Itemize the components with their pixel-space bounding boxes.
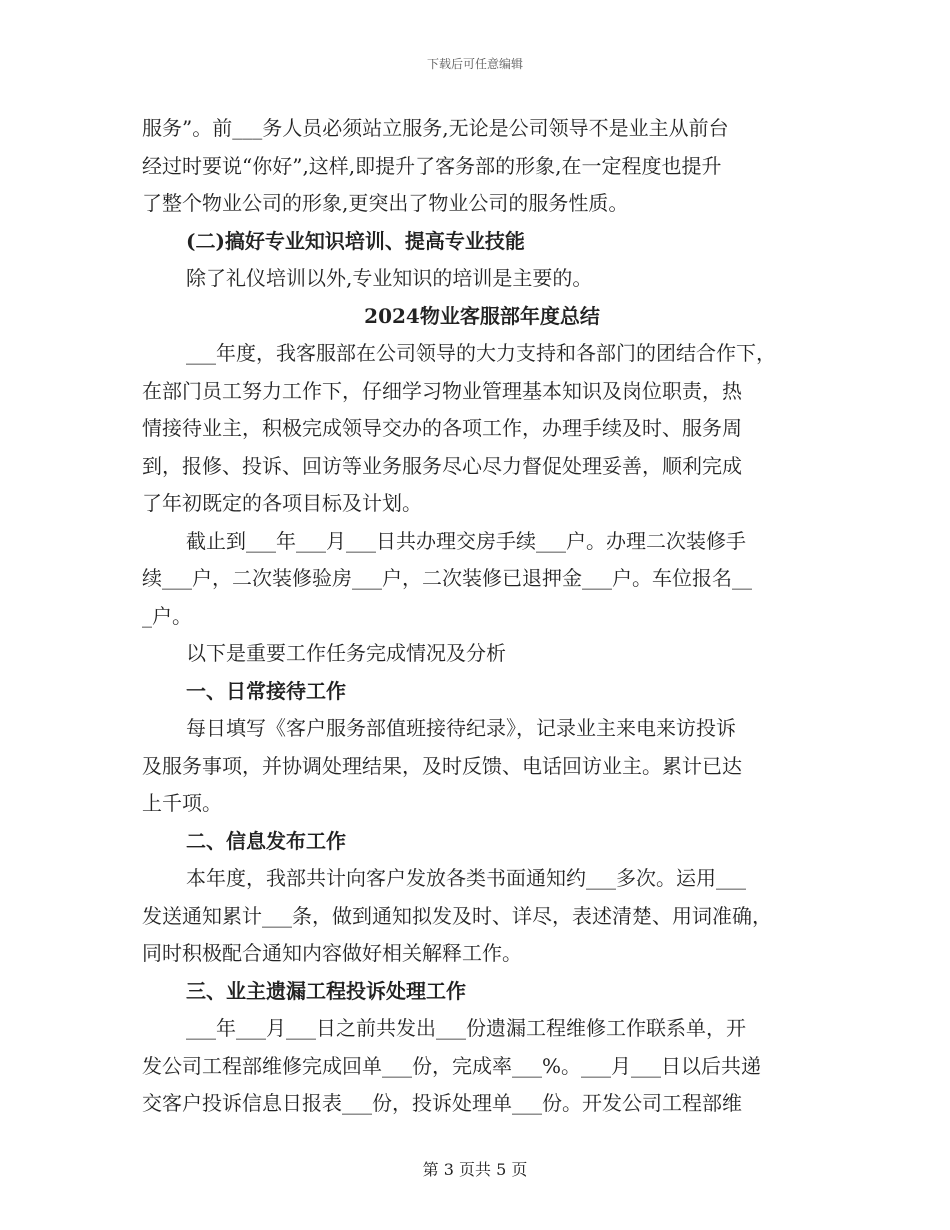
text-line: 交客户投诉信息日报表___份，投诉处理单___份。开发公司工程部维 bbox=[142, 1091, 742, 1115]
text-line: 经过时要说“你好”,这样,即提升了客务部的形象,在一定程度也提升 bbox=[142, 153, 722, 178]
text-line: 情接待业主，积极完成领导交办的各项工作，办理手续及时、服务周 bbox=[142, 416, 742, 440]
text-line: 了整个物业公司的形象,更突出了物业公司的服务性质。 bbox=[142, 191, 629, 215]
text-line: 续___户，二次装修验房___户，二次装修已退押金___户。车位报名__ bbox=[142, 566, 752, 590]
text-line: 发公司工程部维修完成回单___份，完成率___%。___月___日以后共递 bbox=[142, 1053, 762, 1078]
section-heading: (二)搞好专业知识培训、提高专业技能 bbox=[186, 228, 525, 253]
text-line: 及服务事项，并协调处理结果，及时反馈、电话回访业主。累计已达 bbox=[142, 753, 742, 778]
section-heading: 三、业主遗漏工程投诉处理工作 bbox=[186, 978, 466, 1003]
text-line: 服务”。前___务人员必须站立服务,无论是公司领导不是业主从前台 bbox=[142, 116, 729, 140]
text-line: ___年___月___日之前共发出___份遗漏工程维修工作联系单，开 bbox=[186, 1016, 746, 1040]
text-line: 本年度，我部共计向客户发放各类书面通知约___多次。运用___ bbox=[186, 866, 746, 890]
text-line: 到，报修、投诉、回访等业务服务尽心尽力督促处理妥善，顺利完成 bbox=[142, 453, 742, 478]
text-line: 发送通知累计___条，做到通知拟发及时、详尽，表述清楚、用词准确， bbox=[142, 903, 772, 928]
text-line: ___年度，我客服部在公司领导的大力支持和各部门的团结合作下， bbox=[186, 341, 776, 365]
text-line: 以下是重要工作任务完成情况及分析 bbox=[186, 641, 506, 665]
text-line: 截止到___年___月___日共办理交房手续___户。办理二次装修手 bbox=[186, 528, 746, 553]
text-line: _户。 bbox=[142, 603, 192, 628]
page-footer-page-number: 第 3 页共 5 页 bbox=[422, 1160, 528, 1179]
text-line: 除了礼仪培训以外,专业知识的培训是主要的。 bbox=[186, 266, 593, 290]
section-heading: 二、信息发布工作 bbox=[186, 828, 346, 853]
text-line: 每日填写《客户服务部值班接待纪录》，记录业主来电来访投诉 bbox=[186, 716, 736, 740]
text-line: 在部门员工努力工作下，仔细学习物业管理基本知识及岗位职责，热 bbox=[142, 378, 742, 403]
page-header-note: 下载后可任意编辑 bbox=[426, 57, 523, 71]
document-title: 2024物业客服部年度总结 bbox=[364, 303, 600, 328]
text-line: 上千项。 bbox=[142, 791, 222, 815]
text-line: 了年初既定的各项目标及计划。 bbox=[142, 491, 422, 515]
section-heading: 一、日常接待工作 bbox=[186, 678, 346, 703]
document-body bbox=[142, 110, 822, 1123]
text-line: 同时积极配合通知内容做好相关解释工作。 bbox=[142, 941, 522, 965]
